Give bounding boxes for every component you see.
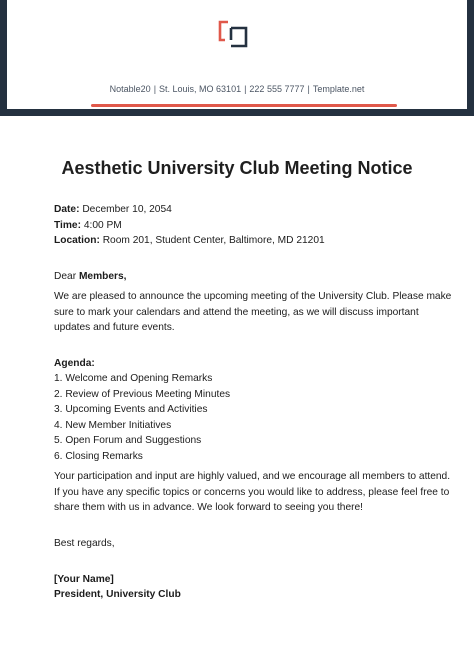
accent-divider <box>91 104 397 107</box>
date-line <box>54 202 172 218</box>
company-website: Template.net <box>312 84 365 94</box>
agenda-item: 2. Review of Previous Meeting Minutes <box>54 389 231 400</box>
agenda-item: 4. New Member Initiatives <box>54 420 172 431</box>
agenda-heading: Agenda: <box>54 358 95 369</box>
salutation-prefix: Dear <box>54 271 77 282</box>
salutation-name: Members, <box>78 271 127 282</box>
company-address: St. Louis, MO 63101 <box>159 84 242 94</box>
agenda-item: 3. Upcoming Events and Activities <box>54 404 208 415</box>
date-label: Date: <box>54 204 80 215</box>
letterhead <box>0 0 474 116</box>
location-label: Location: <box>54 235 100 246</box>
signer-title: President, University Club <box>54 589 181 600</box>
contact-line: Notable20 | St. Louis, MO 63101 | 222 555 7777 | Template.net <box>109 84 365 94</box>
agenda-item: 6. Closing Remarks <box>54 451 143 462</box>
company-name: Notable20 <box>109 84 151 94</box>
intro-line: updates and future events. <box>54 322 175 333</box>
time-value: 4:00 PM <box>83 220 122 231</box>
closing-line: share them with us in advance. We look forward to seeing you there! <box>54 502 363 513</box>
salutation <box>54 269 127 285</box>
intro-line: sure to mark your calendars and attend the meeting, as we will discuss important <box>54 307 419 318</box>
signer-name: [Your Name] <box>54 574 114 585</box>
sign-off: Best regards, <box>54 538 115 549</box>
intro-line: We are pleased to announce the upcoming meeting of the University Club. Please make <box>54 291 452 302</box>
page-title: Aesthetic University Club Meeting Notice <box>61 158 413 178</box>
agenda-item: 1. Welcome and Opening Remarks <box>54 373 213 384</box>
time-line <box>54 218 122 234</box>
bracket-logo-icon <box>218 20 248 48</box>
agenda-item: 5. Open Forum and Suggestions <box>54 435 202 446</box>
date-value: December 10, 2054 <box>82 204 172 215</box>
closing-line: Your participation and input are highly valued, and we encourage all members to attend. <box>54 471 451 482</box>
closing-line: If you have any specific topics or concerns you would like to address, please feel free to <box>54 487 450 498</box>
location-value: Room 201, Student Center, Baltimore, MD 21201 <box>102 235 325 246</box>
time-label: Time: <box>54 220 81 231</box>
company-phone: 222 555 7777 <box>249 84 305 94</box>
location-line <box>54 233 325 249</box>
